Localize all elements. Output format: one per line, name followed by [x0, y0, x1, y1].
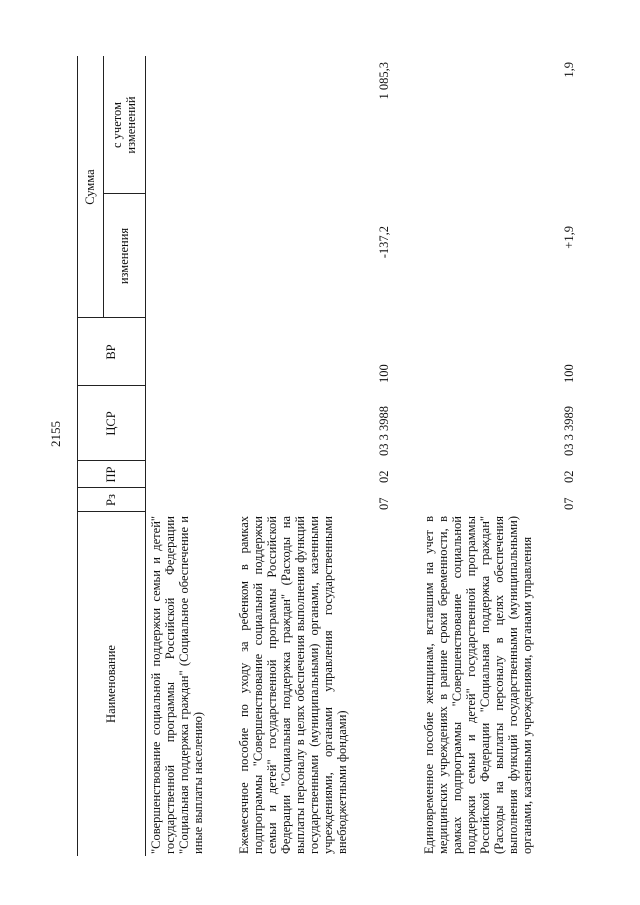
row-2-pr: 02 [377, 470, 391, 483]
header-name: Наименование [104, 645, 118, 723]
page-number: 2155 [48, 421, 63, 447]
row-3-pr: 02 [562, 470, 576, 483]
header-vr: ВР [104, 344, 118, 360]
row-3-change: +1,9 [562, 226, 576, 249]
row-2-vr: 100 [377, 364, 391, 383]
header-pr: ПР [104, 466, 118, 483]
row-2-with-changes: 1 085,3 [377, 62, 391, 100]
budget-table [67, 56, 627, 856]
row-2-csr: 03 3 3988 [377, 406, 391, 456]
row-1-name: "Совершенствование социальной поддержки семьи и детей" государственной программы Российской Федерации "Социальная поддержка граждан" (Социальное обеспечение и иные выплаты населению) [149, 516, 205, 854]
header-with-changes: с учетом изменений [110, 96, 138, 154]
header-csr: ЦСР [104, 411, 118, 436]
header-rz: Рз [104, 494, 118, 506]
row-3-csr: 03 3 3989 [562, 406, 576, 456]
row-3-with-changes: 1,9 [562, 62, 576, 78]
row-3-name: Единовременное пособие женщинам, вставшим на учет в медицинских учреждениях в ранние сроки беременности, в рамках подпрограммы "Совершенствование социальной поддержки семьи и детей" государственной программы Российской Федерации "Социальная поддержка граждан" (Расходы на выплаты персоналу в целях обеспечения выполнения функций государственными (муниципальными) органами, казенными учреждениями, органами управления [422, 516, 534, 854]
header-sum: Сумма [83, 169, 97, 205]
row-2-name: Ежемесячное пособие по уходу за ребенком в рамках подпрограммы "Совершенствование социальной поддержки семьи и детей" государственной программы Российской Федерации "Социальная поддержка граждан" (Расходы на выплаты персоналу в целях обеспечения выполнения функций государственными (муниципальными) органами, казенными учреждениями, органами управления государственными внебюджетными фондами) [237, 516, 349, 854]
row-3-vr: 100 [562, 364, 576, 383]
header-bottom-border [145, 56, 146, 856]
row-3-rz: 07 [562, 497, 576, 510]
header-change: изменения [117, 227, 131, 285]
row-2-rz: 07 [377, 497, 391, 510]
row-2-change: -137,2 [377, 226, 391, 259]
